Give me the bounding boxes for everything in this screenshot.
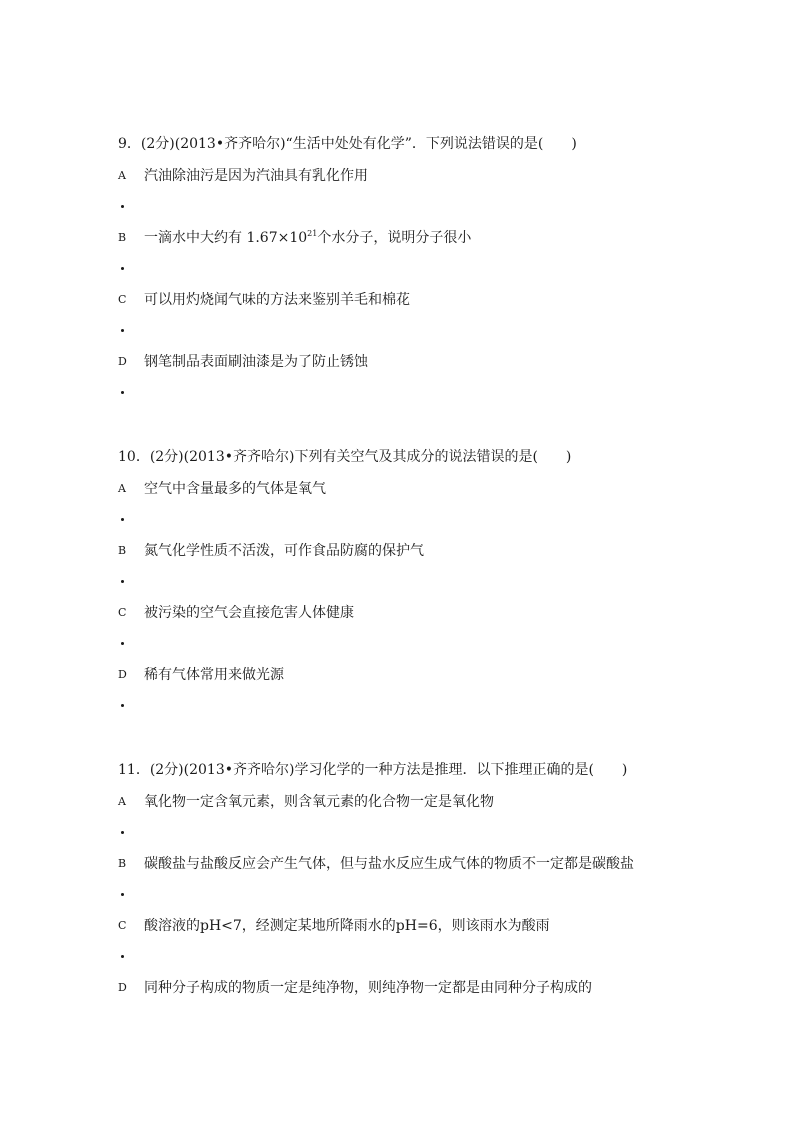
option-b: [118, 229, 678, 291]
option-text: 可以用灼烧闻气味的方法来鉴别羊毛和棉花: [144, 292, 410, 308]
option-a: [118, 480, 678, 542]
option-letter: C: [118, 606, 127, 619]
option-letter: B: [118, 857, 127, 870]
option-dot: [121, 642, 124, 645]
question-stem: 11．(2分)(2013•齐齐哈尔)学习化学的一种方法是推理．以下推理正确的是( ): [118, 762, 628, 778]
option-dot: [121, 391, 124, 394]
option-text: 钢笔制品表面刷油漆是为了防止锈蚀: [144, 354, 368, 370]
option-dot: [121, 329, 124, 332]
option-d: [118, 666, 678, 728]
option-b: [118, 542, 678, 604]
option-text: 汽油除油污是因为汽油具有乳化作用: [144, 168, 368, 184]
option-letter: D: [118, 981, 127, 994]
option-c: [118, 291, 678, 353]
option-c: [118, 917, 678, 979]
option-list: [118, 167, 678, 415]
option-letter: B: [118, 231, 127, 244]
option-dot: [121, 518, 124, 521]
option-dot: [121, 205, 124, 208]
option-letter: A: [118, 482, 126, 495]
option-text: [144, 229, 471, 247]
option-text-after: 个水分子，说明分子很小: [317, 230, 472, 246]
option-letter: D: [118, 668, 127, 681]
option-d: [118, 353, 678, 415]
option-dot: [121, 704, 124, 707]
question-11: [118, 761, 678, 1041]
question-9: [118, 135, 678, 415]
option-letter: B: [118, 544, 127, 557]
question-10: [118, 448, 678, 728]
option-dot: [121, 580, 124, 583]
option-text: 碳酸盐与盐酸反应会产生气体，但与盐水反应生成气体的物质不一定都是碳酸盐: [144, 856, 634, 872]
option-text: 稀有气体常用来做光源: [144, 667, 284, 683]
option-letter: D: [118, 355, 127, 368]
option-text: 酸溶液的pH<7，经测定某地所降雨水的pH=6，则该雨水为酸雨: [144, 918, 550, 934]
option-d: [118, 979, 678, 1041]
option-letter: C: [118, 293, 127, 306]
option-letter: A: [118, 795, 126, 808]
option-text: 空气中含量最多的气体是氧气: [144, 481, 326, 497]
option-c: [118, 604, 678, 666]
option-dot: [121, 893, 124, 896]
question-stem: 10．(2分)(2013•齐齐哈尔)下列有关空气及其成分的说法错误的是( ): [118, 449, 572, 465]
option-list: [118, 480, 678, 728]
option-text-before: 一滴水中大约有 1.67×10: [144, 230, 308, 246]
option-a: [118, 793, 678, 855]
option-dot: [121, 267, 124, 270]
option-b: [118, 855, 678, 917]
option-a: [118, 167, 678, 229]
option-text: 氧化物一定含氧元素，则含氧元素的化合物一定是氧化物: [144, 794, 494, 810]
option-list: [118, 793, 678, 1041]
option-text: 同种分子构成的物质一定是纯净物，则纯净物一定都是由同种分子构成的: [144, 980, 592, 996]
option-text: 被污染的空气会直接危害人体健康: [144, 605, 354, 621]
question-stem: 9．(2分)(2013•齐齐哈尔)“生活中处处有化学”．下列说法错误的是( ): [118, 136, 577, 152]
option-letter: A: [118, 169, 126, 182]
exponent: 21: [307, 229, 318, 238]
option-dot: [121, 831, 124, 834]
option-text: 氮气化学性质不活泼，可作食品防腐的保护气: [144, 543, 424, 559]
option-letter: C: [118, 919, 127, 932]
option-dot: [121, 955, 124, 958]
